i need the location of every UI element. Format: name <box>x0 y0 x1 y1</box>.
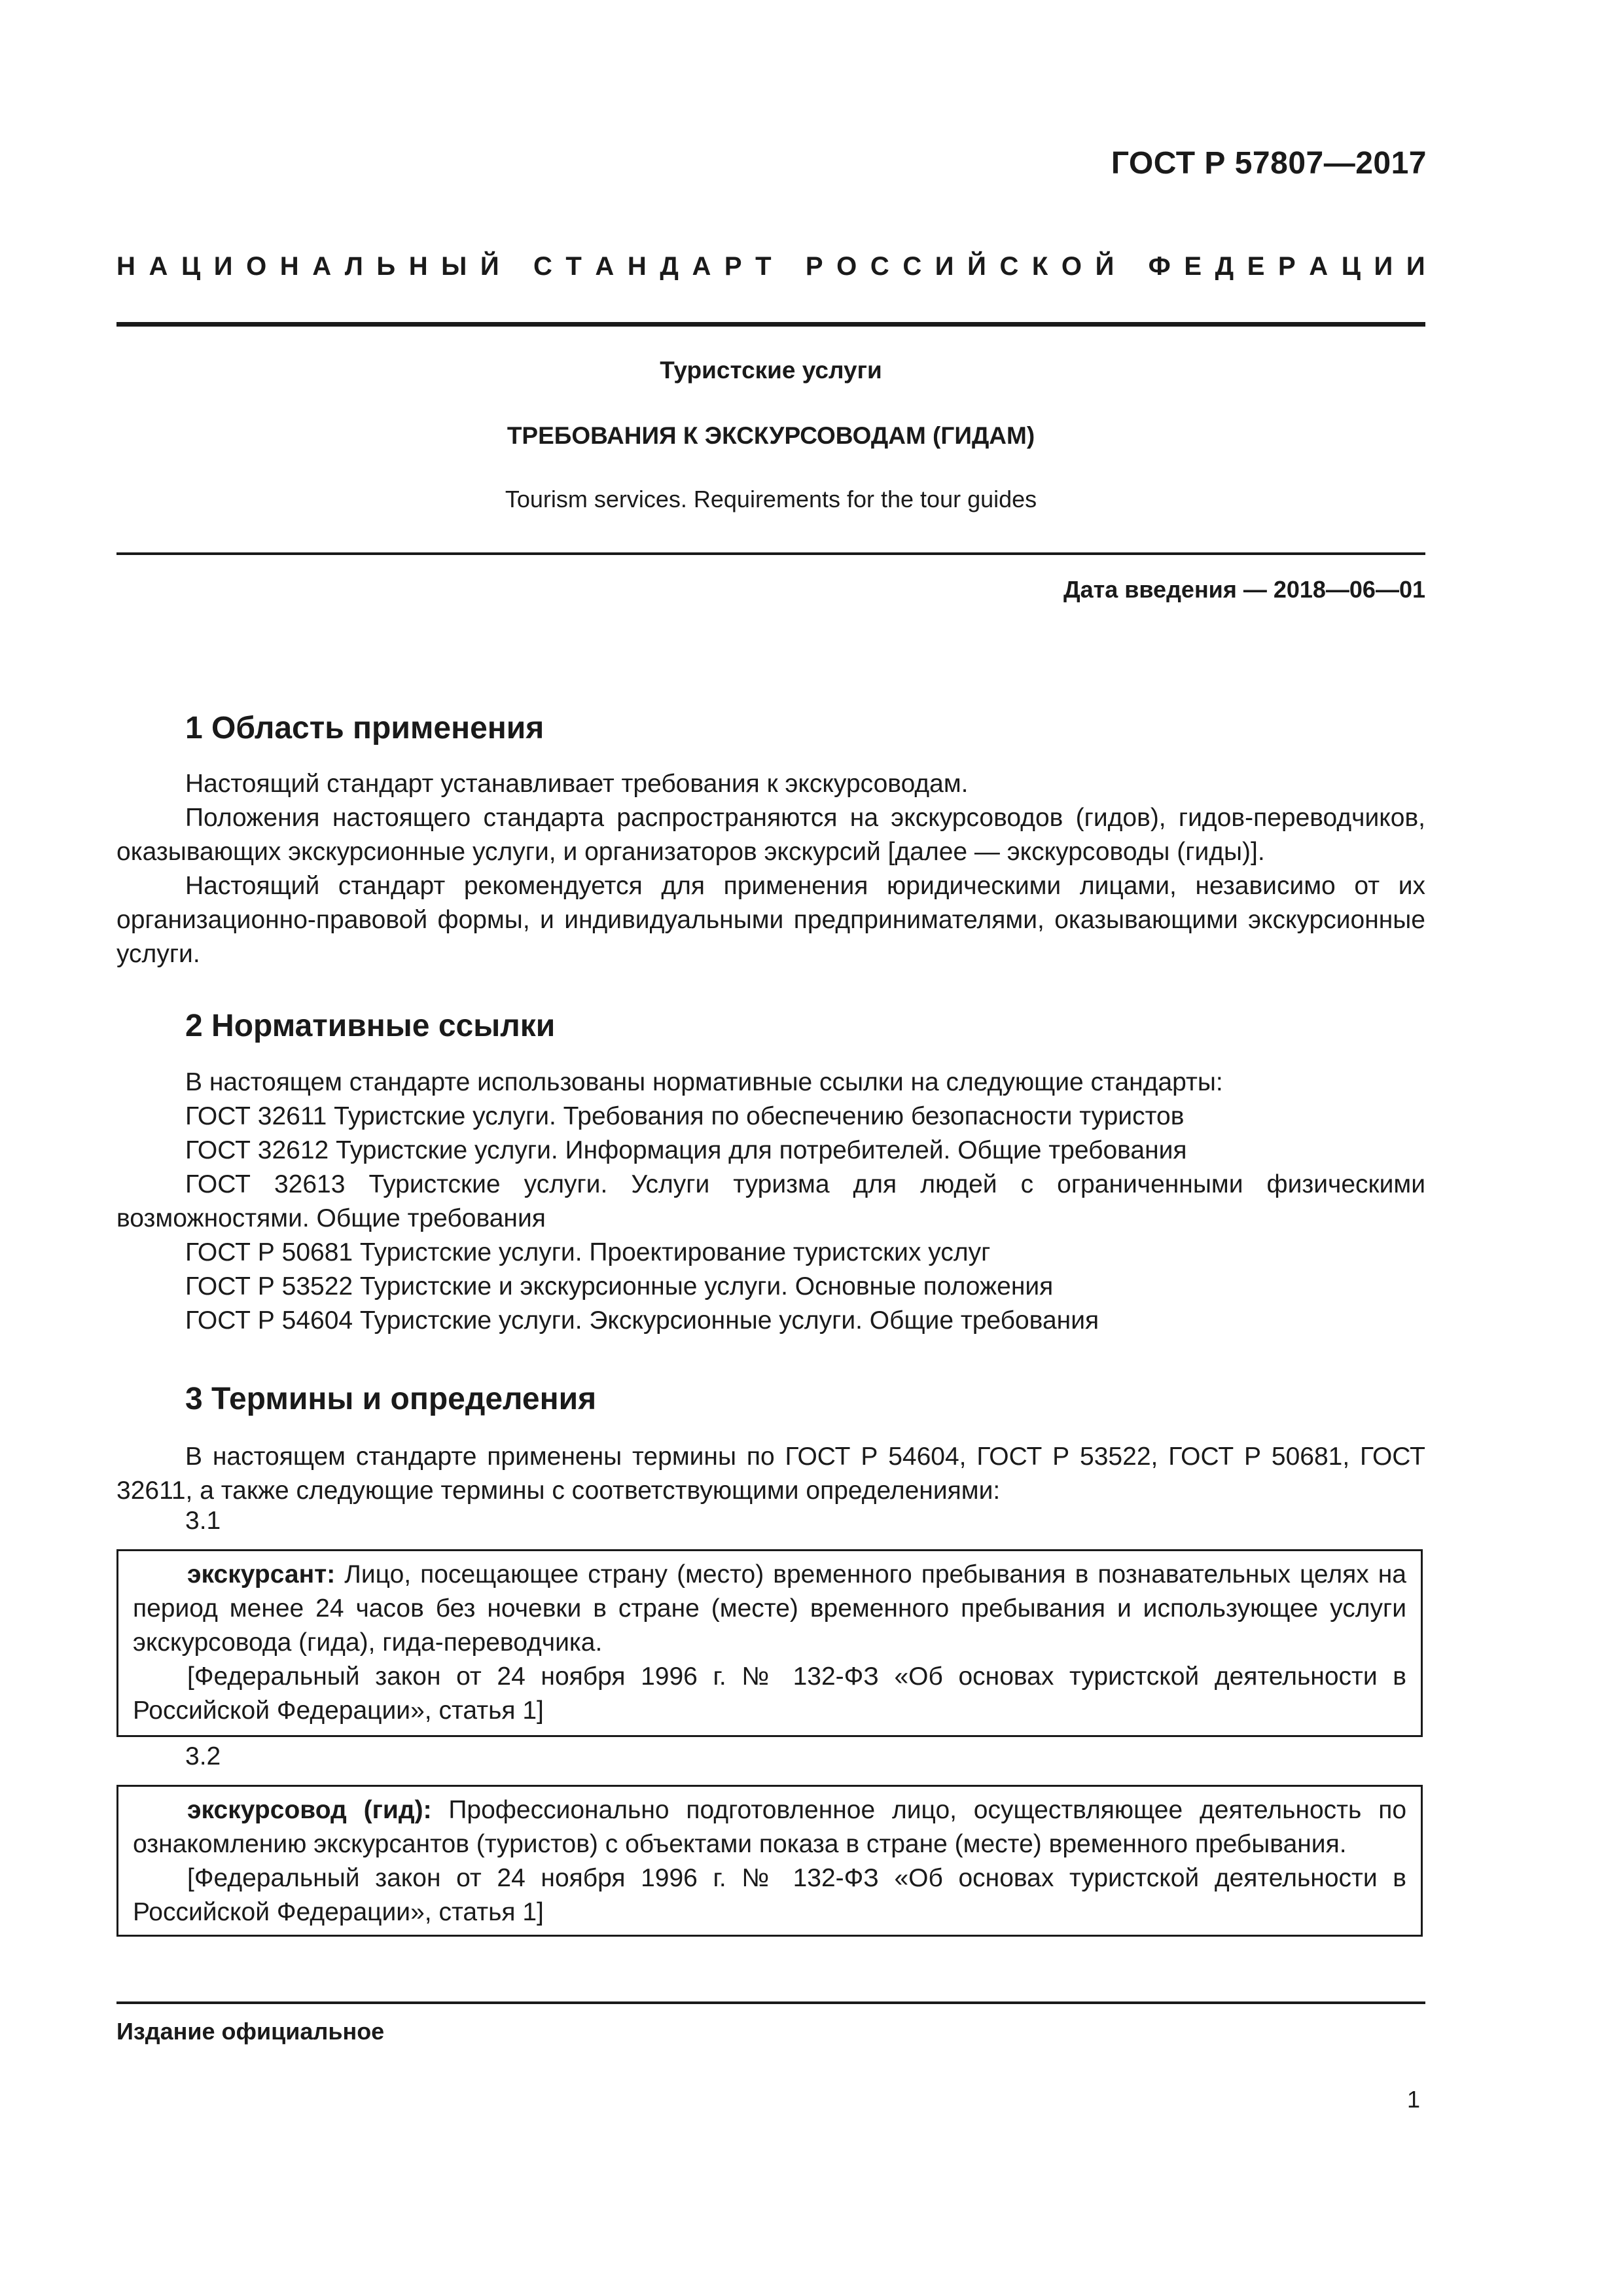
paragraph: Настоящий стандарт рекомендуется для применения юридическими лицами, независимо от их организационно-правовой формы, и индивидуальными предпринимателями, оказывающими экскурсионные услуги. <box>116 872 1425 968</box>
term-source: [Федеральный закон от 24 ноября 1996 г. № 132-ФЗ «Об основах туристской деятельности в Российской Федерации», статья 1] <box>133 1864 1406 1926</box>
term-text: Профессионально подготовленное лицо, осуществляющее деятельность по ознакомлению экскурсантов (туристов) с объектами показа в стране (месте) временного пребывания. <box>133 1796 1407 1858</box>
term-name: экскурсовод (гид): <box>187 1796 432 1824</box>
introduction-date: Дата введения — 2018—06—01 <box>1063 576 1425 603</box>
paragraph: Положения настоящего стандарта распространяются на экскурсоводов (гидов), гидов-переводчиков, оказывающих экскурсионные услуги, и организаторов экскурсий [далее — экскурсоводы (гиды)]. <box>116 804 1425 866</box>
banner-letter: Д <box>660 252 679 281</box>
banner-letter: Н <box>627 252 647 281</box>
banner-letter: К <box>1031 252 1048 281</box>
paragraph: В настоящем стандарте применены термины по ГОСТ Р 54604, ГОСТ Р 53522, ГОСТ Р 50681, ГОСТ 32611, а также следующие термины с соответствующими определениями: <box>116 1443 1425 1505</box>
term-definition <box>133 1558 1406 1660</box>
banner-letter: Ц <box>181 252 201 281</box>
term-text: Лицо, посещающее страну (место) временного пребывания в познавательных целях на период менее 24 часов без ночевки в стране (месте) временного пребывания и использующее услуги экскурсовода (гида), гида-переводчика. <box>133 1560 1406 1657</box>
banner-letter: Л <box>344 252 363 281</box>
banner-letter: С <box>870 252 889 281</box>
section-heading-normative-references: 2 Нормативные ссылки <box>185 1009 556 1043</box>
reference-item: ГОСТ 32611 Туристские услуги. Требования по обеспечению безопасности туристов <box>185 1102 1185 1130</box>
reference-item: ГОСТ Р 53522 Туристские и экскурсионные услуги. Основные положения <box>185 1272 1054 1300</box>
banner-letter: Й <box>967 252 986 281</box>
footer-divider <box>116 2001 1425 2004</box>
banner-letter: О <box>1061 252 1082 281</box>
reference-item: ГОСТ Р 54604 Туристские услуги. Экскурсионные услуги. Общие требования <box>185 1306 1099 1335</box>
banner-letter: С <box>902 252 922 281</box>
term-definition-box <box>116 1785 1423 1937</box>
term-definition-box <box>116 1549 1423 1737</box>
banner-letter: Й <box>1095 252 1115 281</box>
document-subtitle: Туристские услуги <box>660 357 882 384</box>
section-heading-scope: 1 Область применения <box>185 711 544 745</box>
section-heading-terms: 3 Термины и определения <box>185 1382 597 1416</box>
official-edition-label: Издание официальное <box>116 2018 385 2045</box>
banner-letter: Р <box>1277 252 1296 281</box>
banner-letter: Н <box>408 252 428 281</box>
english-title: Tourism services. Requirements for the tour guides <box>505 486 1037 512</box>
paragraph: В настоящем стандарте использованы нормативные ссылки на следующие стандарты: <box>185 1068 1223 1096</box>
banner-letter: Й <box>480 252 499 281</box>
page-number: 1 <box>1406 2086 1420 2113</box>
document-number: ГОСТ Р 57807—2017 <box>1111 146 1427 181</box>
header-divider <box>116 322 1425 327</box>
banner-letter: А <box>149 252 168 281</box>
banner-letter: А <box>312 252 332 281</box>
reference-item: ГОСТ 32612 Туристские услуги. Информация для потребителей. Общие требования <box>185 1136 1187 1164</box>
banner-letter: С <box>533 252 552 281</box>
term-name: экскурсант: <box>187 1560 336 1588</box>
term-source: [Федеральный закон от 24 ноября 1996 г. № 132-ФЗ «Об основах туристской деятельности в Российской Федерации», статья 1] <box>133 1662 1406 1725</box>
term-number: 3.2 <box>185 1742 221 1770</box>
banner-letter <box>1128 252 1135 281</box>
banner-letter: И <box>213 252 233 281</box>
section-body-terms <box>116 1440 1425 1508</box>
term-definition <box>133 1793 1406 1861</box>
term-number: 3.1 <box>185 1507 221 1535</box>
banner-letter: Е <box>1184 252 1202 281</box>
banner-letter: Ь <box>376 252 396 281</box>
banner-letter: А <box>692 252 711 281</box>
banner-letter: Ф <box>1148 252 1171 281</box>
banner-letter: Н <box>279 252 299 281</box>
banner-letter: Р <box>805 252 823 281</box>
section-body-normative-references <box>116 1066 1425 1338</box>
banner-letter: Ы <box>441 252 467 281</box>
banner-letter: Н <box>116 252 135 281</box>
banner-letter: Т <box>755 252 772 281</box>
banner-letter: И <box>1374 252 1393 281</box>
document-title: ТРЕБОВАНИЯ К ЭКСКУРСОВОДАМ (ГИДАМ) <box>507 422 1035 449</box>
reference-item: ГОСТ Р 50681 Туристские услуги. Проектирование туристских услуг <box>185 1238 991 1266</box>
banner-letter: Р <box>724 252 742 281</box>
banner-letter: О <box>836 252 857 281</box>
standard-banner <box>116 252 1425 281</box>
banner-letter: И <box>1406 252 1425 281</box>
banner-letter: Ц <box>1341 252 1361 281</box>
banner-letter <box>785 252 792 281</box>
banner-letter: А <box>1309 252 1329 281</box>
banner-letter: Е <box>1247 252 1265 281</box>
banner-letter: Т <box>565 252 582 281</box>
banner-letter: С <box>999 252 1019 281</box>
banner-letter: Д <box>1215 252 1234 281</box>
banner-letter <box>512 252 520 281</box>
banner-letter: А <box>595 252 615 281</box>
banner-letter: О <box>246 252 267 281</box>
section-body-scope <box>116 767 1425 971</box>
reference-item: ГОСТ 32613 Туристские услуги. Услуги туризма для людей с ограниченными физическими возможностями. Общие требования <box>116 1170 1425 1232</box>
banner-letter: И <box>935 252 954 281</box>
title-divider <box>116 552 1425 555</box>
paragraph: Настоящий стандарт устанавливает требования к экскурсоводам. <box>185 770 969 798</box>
